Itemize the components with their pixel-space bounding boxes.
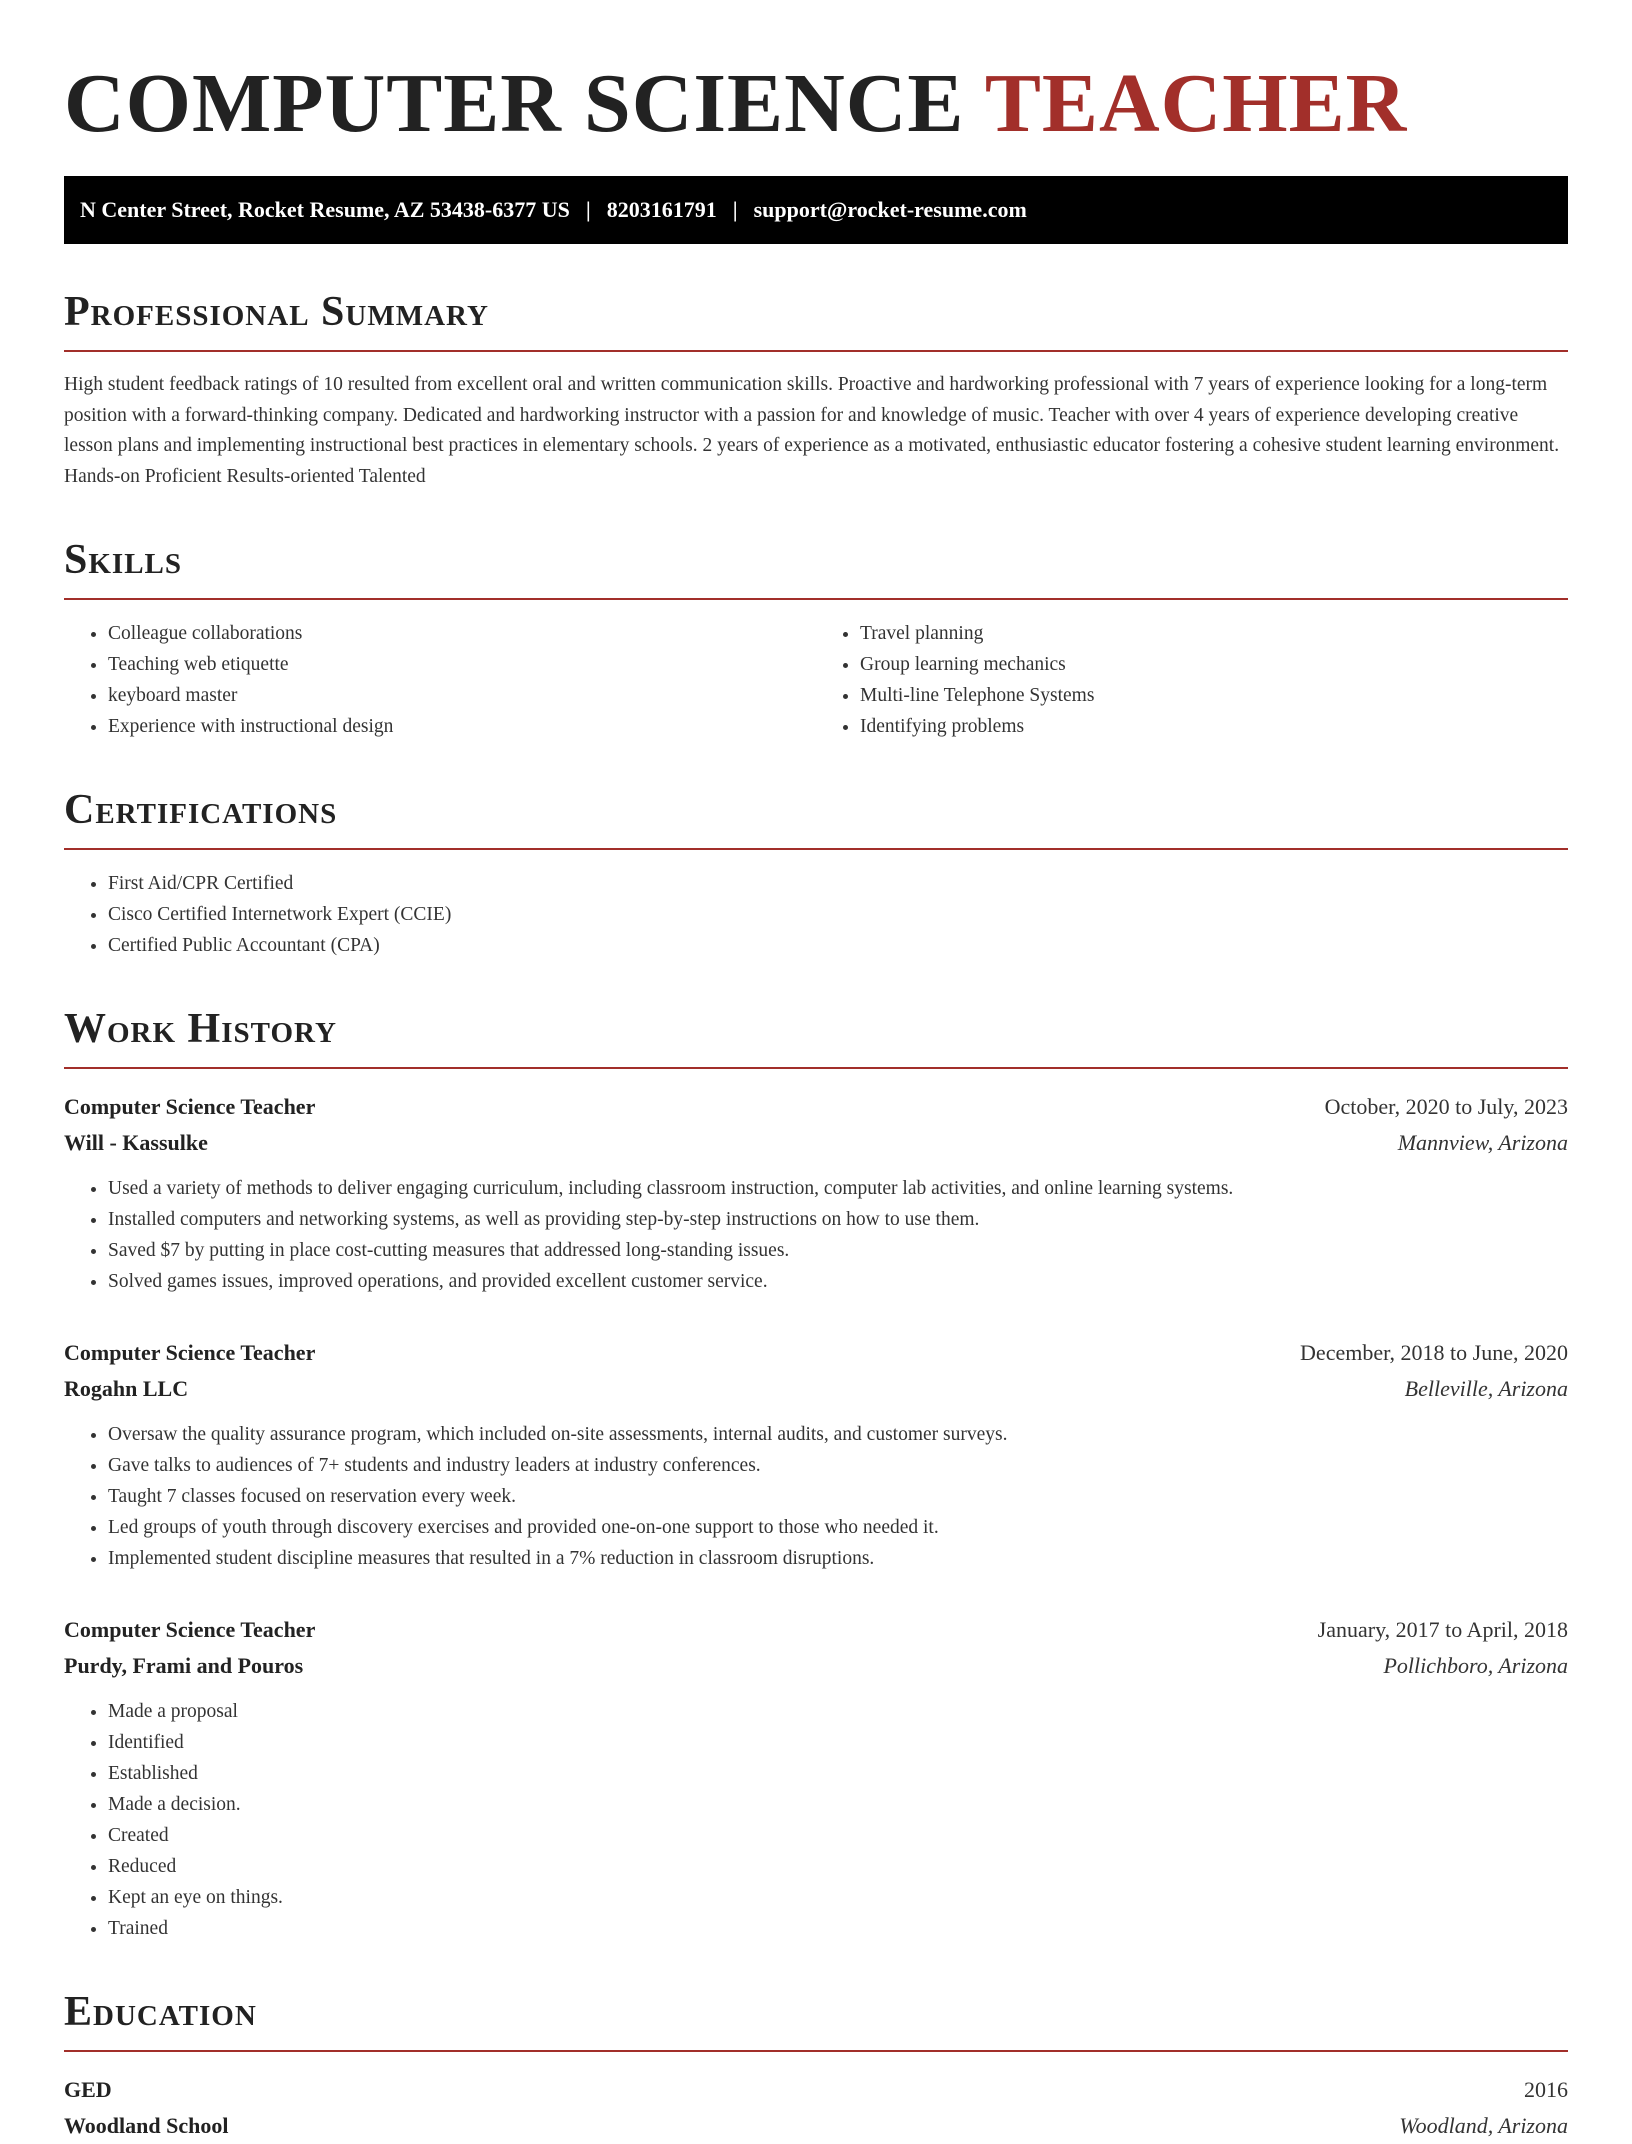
contact-email: support@rocket-resume.com xyxy=(753,197,1027,222)
skills-list-right xyxy=(816,618,1568,742)
job-bullet: • Taught 7 classes focused on reservation every week. xyxy=(108,1481,1568,1512)
name-part-1: COMPUTER SCIENCE xyxy=(64,57,965,150)
job-header-row xyxy=(64,1335,1568,1371)
skill-item: • Teaching web etiquette xyxy=(108,649,816,680)
job-bullet: • Identified xyxy=(108,1727,1568,1758)
skill-item: • Travel planning xyxy=(860,618,1568,649)
certification-item: • Certified Public Accountant (CPA) xyxy=(108,930,1568,961)
job-bullet: • Led groups of youth through discovery exercises and provided one-on-one support to those who needed it. xyxy=(108,1512,1568,1543)
job-bullet: • Gave talks to audiences of 7+ students and industry leaders at industry conferences. xyxy=(108,1450,1568,1481)
job-header-row xyxy=(64,1612,1568,1648)
summary-section xyxy=(64,288,1568,492)
job-bullets xyxy=(64,1173,1568,1297)
section-title-work-history: Work History xyxy=(64,1005,1568,1069)
job-dates: December, 2018 to June, 2020 xyxy=(1300,1340,1568,1365)
education-entry xyxy=(64,2072,1568,2144)
job-entry xyxy=(64,1612,1568,1944)
job-location: Belleville, Arizona xyxy=(1404,1376,1568,1401)
education-location: Woodland, Arizona xyxy=(1399,2113,1568,2138)
job-dates: January, 2017 to April, 2018 xyxy=(1317,1617,1568,1642)
job-bullet: • Reduced xyxy=(108,1851,1568,1882)
job-bullet: • Implemented student discipline measures that resulted in a 7% reduction in classroom disruptions. xyxy=(108,1543,1568,1574)
education-degree-row xyxy=(64,2072,1568,2108)
work-history-section xyxy=(64,1005,1568,1944)
certifications-section xyxy=(64,786,1568,961)
education-year: 2016 xyxy=(1524,2077,1568,2102)
education-degree: GED xyxy=(64,2077,112,2102)
job-entry xyxy=(64,1089,1568,1297)
job-bullets xyxy=(64,1419,1568,1574)
certification-item: • Cisco Certified Internetwork Expert (CCIE) xyxy=(108,899,1568,930)
job-title: Computer Science Teacher xyxy=(64,1340,316,1365)
job-title: Computer Science Teacher xyxy=(64,1094,316,1119)
section-title-certifications: Certifications xyxy=(64,786,1568,850)
contact-separator: | xyxy=(732,197,738,222)
job-title: Computer Science Teacher xyxy=(64,1617,316,1642)
skill-item: • Identifying problems xyxy=(860,711,1568,742)
job-company: Will - Kassulke xyxy=(64,1130,208,1155)
summary-text: High student feedback ratings of 10 resulted from excellent oral and written communication skills. Proactive and hardworking professional with 7 years of experience looking for a long-term position with a forward-thinking company. Dedicated and hardworking instructor with a passion for and knowledge of music. Teacher with over 4 years of experience developing creative lesson plans and implementing instructional best practices in elementary schools. 2 years of experience as a motivated, enthusiastic educator fostering a cohesive student learning environment. Hands-on Proficient Results-oriented Talented xyxy=(64,374,1560,487)
job-bullet: • Kept an eye on things. xyxy=(108,1882,1568,1913)
certifications-list xyxy=(64,868,1568,961)
skills-grid xyxy=(64,618,1568,742)
job-bullet: • Solved games issues, improved operations, and provided excellent customer service. xyxy=(108,1266,1568,1297)
job-bullet: • Made a proposal xyxy=(108,1696,1568,1727)
job-entry xyxy=(64,1335,1568,1574)
education-school: Woodland School xyxy=(64,2113,229,2138)
section-title-education: Education xyxy=(64,1988,1568,2052)
job-header-row xyxy=(64,1089,1568,1125)
education-section xyxy=(64,1988,1568,2144)
job-bullet: • Saved $7 by putting in place cost-cutting measures that addressed long-standing issues. xyxy=(108,1235,1568,1266)
job-bullet: • Oversaw the quality assurance program, which included on-site assessments, internal audits, and customer surveys. xyxy=(108,1419,1568,1450)
skills-section xyxy=(64,536,1568,742)
skill-item: • Group learning mechanics xyxy=(860,649,1568,680)
job-company-row xyxy=(64,1648,1568,1684)
job-company: Rogahn LLC xyxy=(64,1376,189,1401)
job-location: Mannview, Arizona xyxy=(1397,1130,1568,1155)
job-bullets xyxy=(64,1696,1568,1944)
skills-list-left xyxy=(64,618,816,742)
skill-item: • Colleague collaborations xyxy=(108,618,816,649)
job-company-row xyxy=(64,1371,1568,1407)
job-bullet: • Installed computers and networking systems, as well as providing step-by-step instructions on how to use them. xyxy=(108,1204,1568,1235)
skill-item: • keyboard master xyxy=(108,680,816,711)
section-title-skills: Skills xyxy=(64,536,1568,600)
job-bullet: • Established xyxy=(108,1758,1568,1789)
job-dates: October, 2020 to July, 2023 xyxy=(1324,1094,1568,1119)
education-school-row xyxy=(64,2108,1568,2144)
job-location: Pollichboro, Arizona xyxy=(1383,1653,1568,1678)
contact-separator: | xyxy=(585,197,591,222)
resume-name xyxy=(64,58,1568,150)
job-bullet: • Made a decision. xyxy=(108,1789,1568,1820)
name-part-2: TEACHER xyxy=(984,57,1408,150)
skill-item: • Multi-line Telephone Systems xyxy=(860,680,1568,711)
contact-phone: 8203161791 xyxy=(606,197,717,222)
job-bullet: • Used a variety of methods to deliver engaging curriculum, including classroom instruction, computer lab activities, and online learning systems. xyxy=(108,1173,1568,1204)
job-bullet: • Created xyxy=(108,1820,1568,1851)
skill-item: • Experience with instructional design xyxy=(108,711,816,742)
job-bullet: • Trained xyxy=(108,1913,1568,1944)
job-company: Purdy, Frami and Pouros xyxy=(64,1653,304,1678)
job-company-row xyxy=(64,1125,1568,1161)
certification-item: • First Aid/CPR Certified xyxy=(108,868,1568,899)
contact-address: N Center Street, Rocket Resume, AZ 53438-6377 US xyxy=(80,197,570,222)
contact-bar xyxy=(64,176,1568,244)
section-title-summary: Professional Summary xyxy=(64,288,1568,352)
